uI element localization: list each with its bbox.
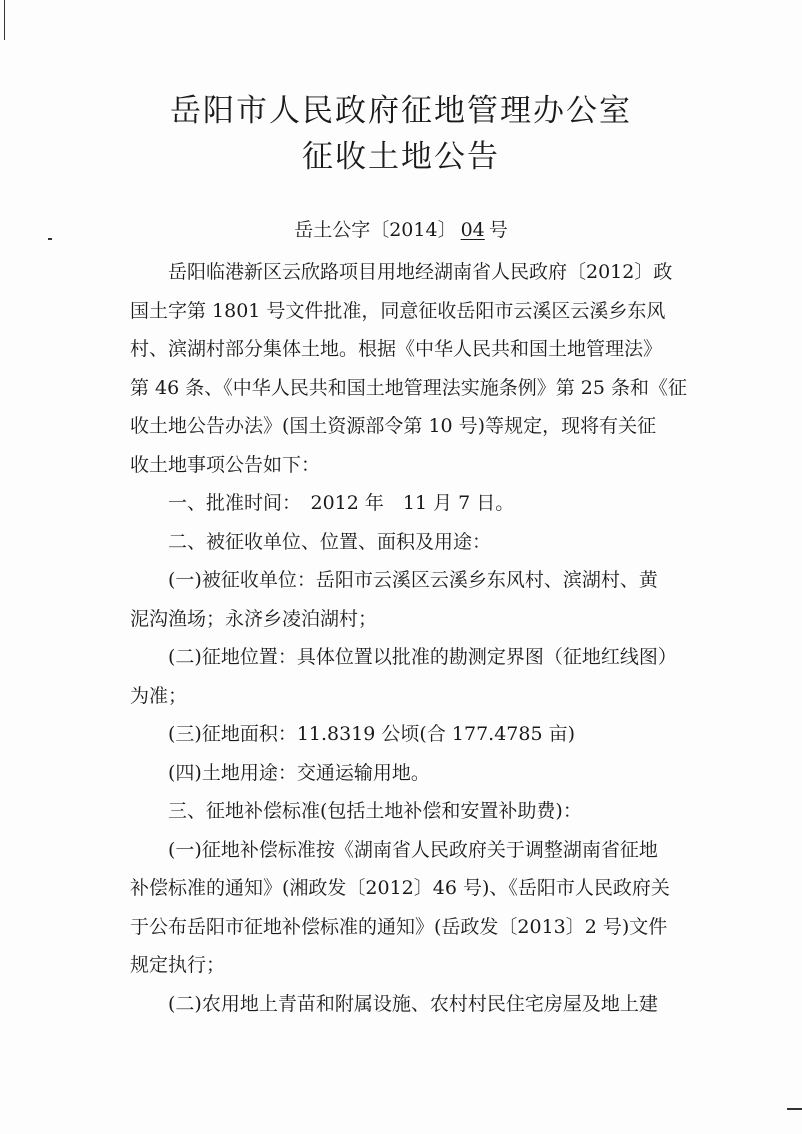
body-line: 一、批准时间： 2012 年 11 月 7 日。 — [168, 492, 515, 514]
body-line: 岳阳临港新区云欣路项目用地经湖南省人民政府〔2012〕政 — [168, 261, 673, 283]
scan-edge-mark-top-left — [4, 0, 5, 40]
body-line: 规定执行； — [130, 954, 226, 976]
document-number — [0, 218, 802, 242]
body-line: 泥沟渔场；永济乡凌泊湖村； — [130, 607, 378, 630]
body-line: 二、被征收单位、位置、面积及用途： — [168, 530, 492, 553]
body-line: 第 46 条、《中华人民共和国土地管理法实施条例》第 25 条和《征 — [130, 376, 688, 399]
document-number-suffix: 号 — [488, 219, 508, 241]
body-line: 村、滨湖村部分集体土地。根据《中华人民共和国土地管理法》 — [130, 338, 663, 360]
body-line: 三、征地补偿标准(包括土地补偿和安置补助费)： — [168, 800, 582, 822]
body-line: (二)农用地上青苗和附属设施、农村村民住宅房屋及地上建 — [168, 992, 658, 1015]
document-number-prefix: 岳土公字〔2014〕 — [294, 219, 457, 241]
document-title: 岳阳市人民政府征地管理办公室 — [170, 93, 632, 129]
body-line: (四)土地用途：交通运输用地。 — [168, 761, 430, 784]
body-line: (一)征地补偿标准按《湖南省人民政府关于调整湖南省征地 — [168, 838, 658, 861]
body-line: (一)被征收单位：岳阳市云溪区云溪乡东风村、滨湖村、黄 — [168, 569, 658, 591]
scan-edge-mark-right — [787, 1108, 802, 1110]
body-line: 补偿标准的通知》(湘政发〔2012〕46 号)、《岳阳市人民政府关 — [130, 877, 670, 899]
document-body — [130, 253, 688, 1023]
body-line: 于公布岳阳市征地补偿标准的通知》(岳政发〔2013〕2 号)文件 — [130, 915, 668, 938]
body-line: 为准； — [130, 684, 188, 707]
document-subtitle: 征收土地公告 — [302, 139, 500, 175]
body-line: 收土地事项公告如下： — [130, 453, 321, 476]
document-number-value: 04 — [460, 219, 485, 241]
body-line: 国土字第 1801 号文件批准，同意征收岳阳市云溪区云溪乡东风 — [130, 299, 666, 322]
body-line: 收土地公告办法》(国土资源部令第 10 号)等规定，现将有关征 — [130, 415, 657, 437]
body-line: (二)征地位置：具体位置以批准的勘测定界图（征地红线图） — [168, 646, 677, 668]
body-line: (三)征地面积：11.8319 公顷(合 177.4785 亩) — [168, 723, 575, 745]
